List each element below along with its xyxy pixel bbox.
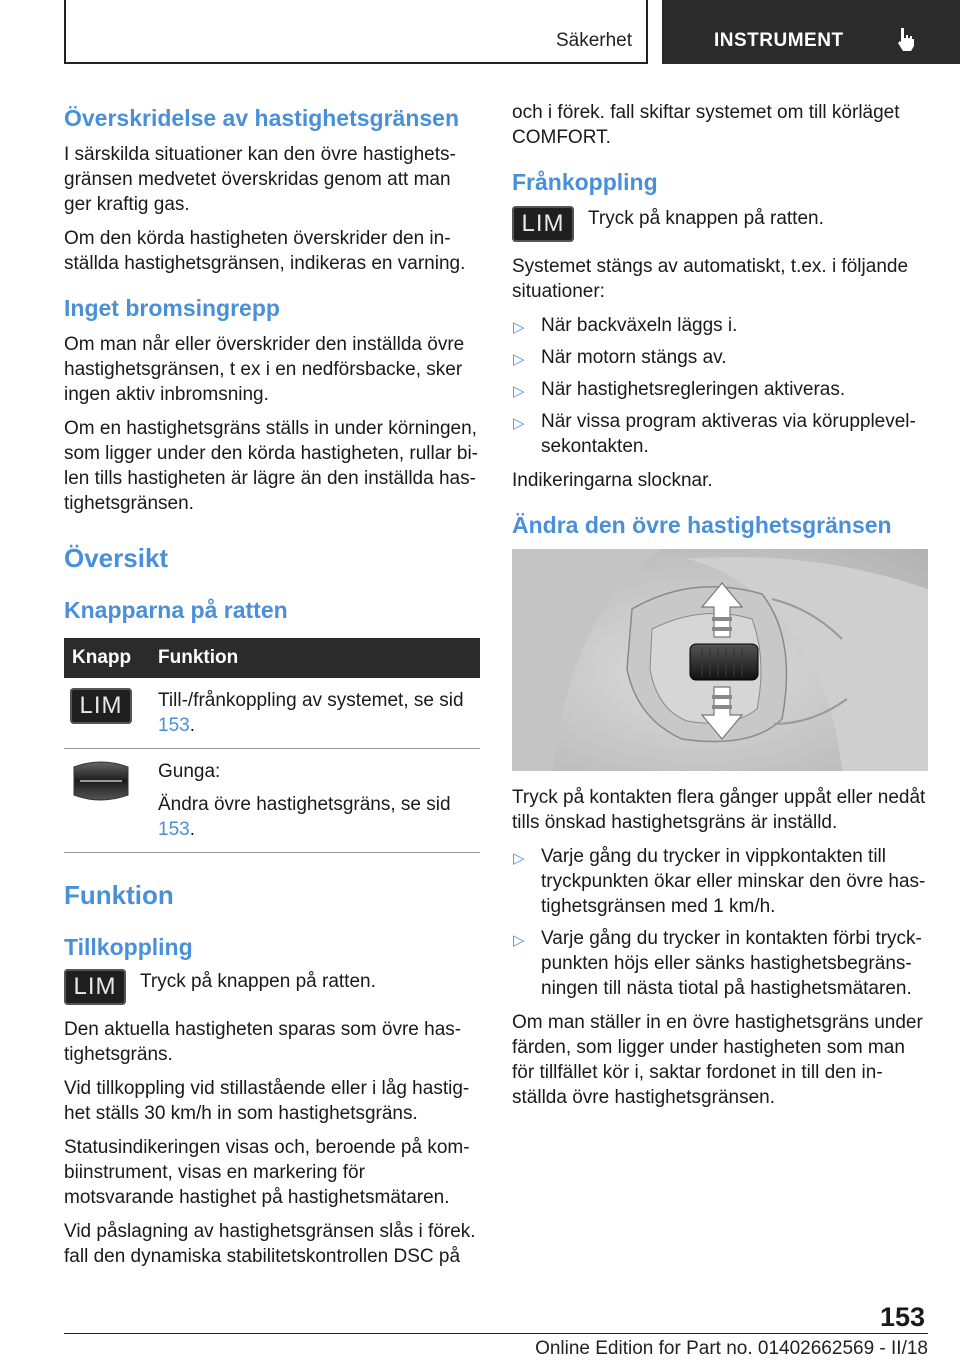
triangle-bullet-icon: ▷ — [513, 415, 525, 432]
list-item — [512, 345, 928, 370]
list-item — [512, 844, 928, 919]
footer-edition: Online Edition for Part no. 01402662569 - II/18 — [535, 1338, 928, 1359]
paragraph: Den aktuella hastigheten sparas som övre has-tighetsgräns. — [64, 1019, 462, 1065]
lim-button-icon: LIM — [64, 969, 126, 1005]
cell-text-end: . — [189, 819, 195, 840]
cell-text: Ändra övre hastighetsgräns, se sid — [158, 794, 451, 815]
bullet-list-rocker — [512, 844, 928, 1001]
rocker-switch-icon — [70, 759, 132, 803]
list-item — [512, 313, 928, 338]
tillkoppling-row — [64, 969, 480, 1005]
header-section-title: Säkerhet — [555, 30, 632, 51]
heading-funktion: Funktion — [64, 880, 174, 910]
list-item — [512, 409, 928, 459]
heading-tillkoppling: Tillkoppling — [64, 934, 193, 960]
header-section-box — [64, 0, 648, 64]
table-cell-icon — [64, 678, 150, 749]
heading-inget-bromsingrepp: Inget bromsingrepp — [64, 295, 280, 321]
paragraph: Om man ställer in en övre hastighetsgräns under färden, som ligger under hastigheten som man för tillfället kör i, saktar fordonet in till den in-ställda övre hastighetsgränsen. — [512, 1012, 923, 1108]
table-header-row — [64, 638, 480, 678]
triangle-bullet-icon: ▷ — [513, 383, 525, 400]
heading-knapparna: Knapparna på ratten — [64, 597, 288, 623]
paragraph: Tryck på kontakten flera gånger uppåt eller nedåt tills önskad hastighetsgräns är inställd. — [512, 787, 926, 833]
list-item — [512, 377, 928, 402]
list-item — [512, 926, 928, 1001]
left-column — [64, 100, 480, 1278]
heading-oversikt: Översikt — [64, 543, 169, 573]
paragraph: Om en hastighetsgräns ställs in under körningen, som ligger under den körda hastigheten, rullar bi-len tills hastigheten är lägre än den inställda has-tighetsgränsen. — [64, 418, 479, 514]
paragraph: Om den körda hastigheten överskrider den in-ställda hastighetsgränsen, indikeras en varning. — [64, 228, 466, 274]
paragraph: Vid tillkoppling vid stillastående eller i låg hastig-het ställs 30 km/h in som hastighetsgräns. — [64, 1078, 470, 1124]
triangle-bullet-icon: ▷ — [513, 932, 525, 949]
column-header-knapp: Knapp — [64, 638, 150, 678]
cell-text: Till-/frånkoppling av systemet, se sid — [158, 690, 464, 711]
frankoppling-row — [512, 206, 928, 242]
table-cell-function — [150, 749, 480, 853]
triangle-bullet-icon: ▷ — [513, 351, 525, 368]
paragraph: Om man når eller överskrider den inställda övre hastighetsgränsen, t ex i en nedförsbacke, sker ingen aktiv inbromsning. — [64, 334, 465, 405]
list-item-text: När vissa program aktiveras via körupplevel-sekontakten. — [541, 411, 916, 457]
lim-button-icon: LIM — [70, 688, 132, 724]
page-number: 153 — [880, 1302, 926, 1332]
paragraph: I särskilda situationer kan den övre hastighets-gränsen medvetet överskridas genom att man ger kraftig gas. — [64, 144, 456, 215]
page-link[interactable]: 153 — [158, 715, 190, 736]
table-cell-function — [150, 678, 480, 749]
column-header-funktion: Funktion — [150, 638, 480, 678]
heading-andra: Ändra den övre hastighetsgränsen — [512, 512, 892, 538]
paragraph: och i förek. fall skiftar systemet om till körläget COMFORT. — [512, 102, 900, 148]
paragraph: Vid påslagning av hastighetsgränsen slås i förek. fall den dynamiska stabilitetskontrollen DSC på — [64, 1221, 476, 1267]
lim-button-icon: LIM — [512, 206, 574, 242]
list-item-text: När backväxeln läggs i. — [541, 315, 738, 336]
heading-overskridelse: Överskridelse av hastighetsgränsen — [64, 105, 460, 131]
bullet-list-auto-off — [512, 313, 928, 459]
list-item-text: Varje gång du trycker in vippkontakten till tryckpunkten ökar eller minskar den övre has-tighetsgränsen med 1 km/h. — [541, 846, 926, 917]
cell-label: Gunga: — [158, 761, 221, 782]
frankoppling-text: Tryck på knappen på ratten. — [588, 208, 824, 229]
cell-text-wrap — [158, 792, 472, 842]
page-link[interactable]: 153 — [158, 819, 190, 840]
heading-frankoppling: Frånkoppling — [512, 169, 658, 195]
header-chapter-box — [662, 0, 960, 64]
paragraph: Statusindikeringen visas och, beroende på kom-biinstrument, visas en markering för motsvarande hastighet på hastighetsmätaren. — [64, 1137, 470, 1208]
header-chapter-title: INSTRUMENT — [714, 30, 844, 51]
list-item-text: Varje gång du trycker in kontakten förbi tryck-punkten höjs eller sänks hastighetsbegräns-ningen till nästa tiotal på hastighetsmätaren. — [541, 928, 922, 999]
right-column — [512, 100, 928, 1119]
triangle-bullet-icon: ▷ — [513, 319, 525, 336]
footer-divider — [64, 1333, 928, 1334]
paragraph: Systemet stängs av automatiskt, t.ex. i följande situationer: — [512, 256, 909, 302]
list-item-text: När motorn stängs av. — [541, 347, 727, 368]
table-row — [64, 678, 480, 749]
table-row — [64, 749, 480, 853]
hand-pointer-icon — [895, 26, 917, 52]
cell-text-end: . — [189, 715, 195, 736]
paragraph: Indikeringarna slocknar. — [512, 470, 713, 491]
table-cell-icon — [64, 749, 150, 853]
steering-wheel-rocker-illustration — [512, 549, 928, 771]
list-item-text: När hastighetsregleringen aktiveras. — [541, 379, 846, 400]
tillkoppling-text: Tryck på knappen på ratten. — [140, 971, 376, 992]
buttons-table — [64, 638, 480, 853]
triangle-bullet-icon: ▷ — [513, 850, 525, 867]
